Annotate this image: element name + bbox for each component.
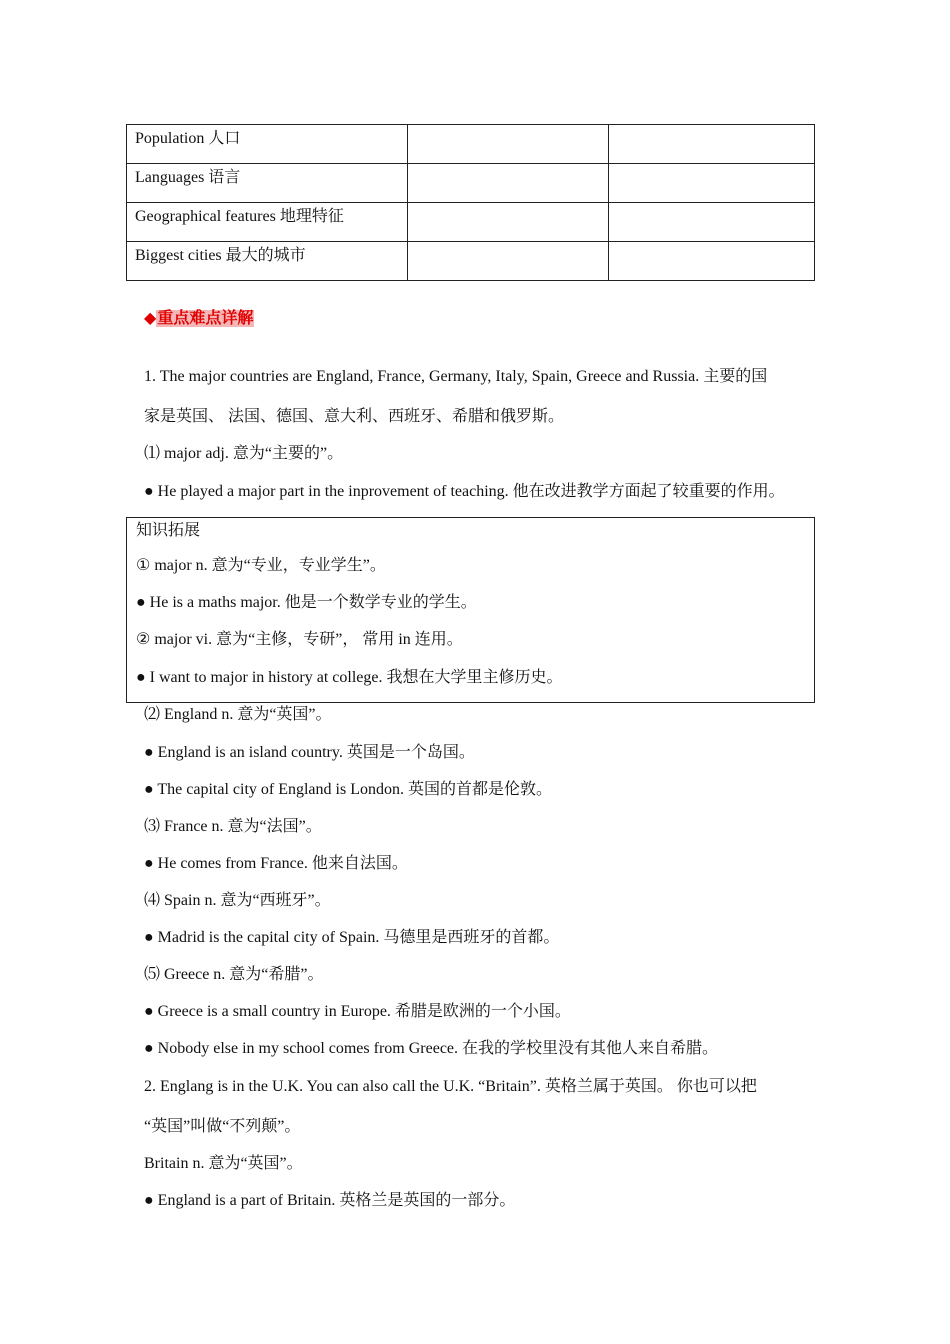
table-row (127, 242, 815, 281)
table-cell-label: Population 人口 (127, 125, 408, 164)
example-sentence: ● Greece is a small country in Europe. 希腊是欧洲的一个小国。 (144, 1003, 571, 1020)
table-cell-empty (408, 242, 609, 281)
table-cell-label: Geographical features 地理特征 (127, 203, 408, 242)
paragraph-line: 1. The major countries are England, France, Germany, Italy, Spain, Greece and Russia. 主要的国 (144, 368, 768, 385)
table-cell-empty (408, 203, 609, 242)
table-cell-empty (609, 242, 815, 281)
table-row (127, 203, 815, 242)
diamond-icon: ◆ (144, 310, 157, 327)
table-cell-label: Languages 语言 (127, 164, 408, 203)
table-cell-label: Biggest cities 最大的城市 (127, 242, 408, 281)
section-heading (144, 305, 254, 328)
table-row (127, 164, 815, 203)
example-sentence: ● England is a part of Britain. 英格兰是英国的一部分。 (144, 1192, 516, 1209)
sub-point: ⑸ Greece n. 意为“希腊”。 (144, 966, 324, 983)
section-heading-text: 重点难点详解 (157, 310, 254, 327)
sub-point: ⑷ Spain n. 意为“西班牙”。 (144, 892, 331, 909)
paragraph-line: 2. Englang is in the U.K. You can also call the U.K. “Britain”. 英格兰属于英国。 你也可以把 (144, 1078, 757, 1095)
knowledge-expansion-box (126, 517, 815, 703)
example-sentence: ● Nobody else in my school comes from Greece. 在我的学校里没有其他人来自希腊。 (144, 1040, 719, 1057)
box-line: ② major vi. 意为“主修，专研”， 常用 in 连用。 (136, 631, 463, 648)
table-cell-empty (408, 125, 609, 164)
example-sentence: ● He played a major part in the inprovement of teaching. 他在改进教学方面起了较重要的作用。 (144, 483, 785, 500)
example-sentence: ● He comes from France. 他来自法国。 (144, 855, 408, 872)
table-row (127, 125, 815, 164)
table-cell-empty (609, 125, 815, 164)
example-sentence: ● The capital city of England is London. 英国的首都是伦敦。 (144, 781, 552, 798)
sub-point: ⑴ major adj. 意为“主要的”。 (144, 445, 344, 462)
box-title: 知识拓展 (136, 522, 201, 539)
sub-point: ⑶ France n. 意为“法国”。 (144, 818, 322, 835)
table-cell-empty (408, 164, 609, 203)
sub-point: ⑵ England n. 意为“英国”。 (144, 706, 332, 723)
table-cell-empty (609, 164, 815, 203)
paragraph-line: 家是英国、 法国、德国、意大利、西班牙、希腊和俄罗斯。 (144, 408, 565, 425)
example-sentence: ● England is an island country. 英国是一个岛国。 (144, 744, 475, 761)
sub-point: Britain n. 意为“英国”。 (144, 1155, 303, 1172)
comparison-table (126, 124, 815, 281)
box-line: ① major n. 意为“专业，专业学生”。 (136, 557, 386, 574)
example-sentence: ● Madrid is the capital city of Spain. 马德里是西班牙的首都。 (144, 929, 560, 946)
box-line: ● He is a maths major. 他是一个数学专业的学生。 (136, 594, 477, 611)
box-line: ● I want to major in history at college. 我想在大学里主修历史。 (136, 669, 563, 686)
paragraph-line: “英国”叫做“不列颠”。 (144, 1118, 301, 1135)
table-cell-empty (609, 203, 815, 242)
